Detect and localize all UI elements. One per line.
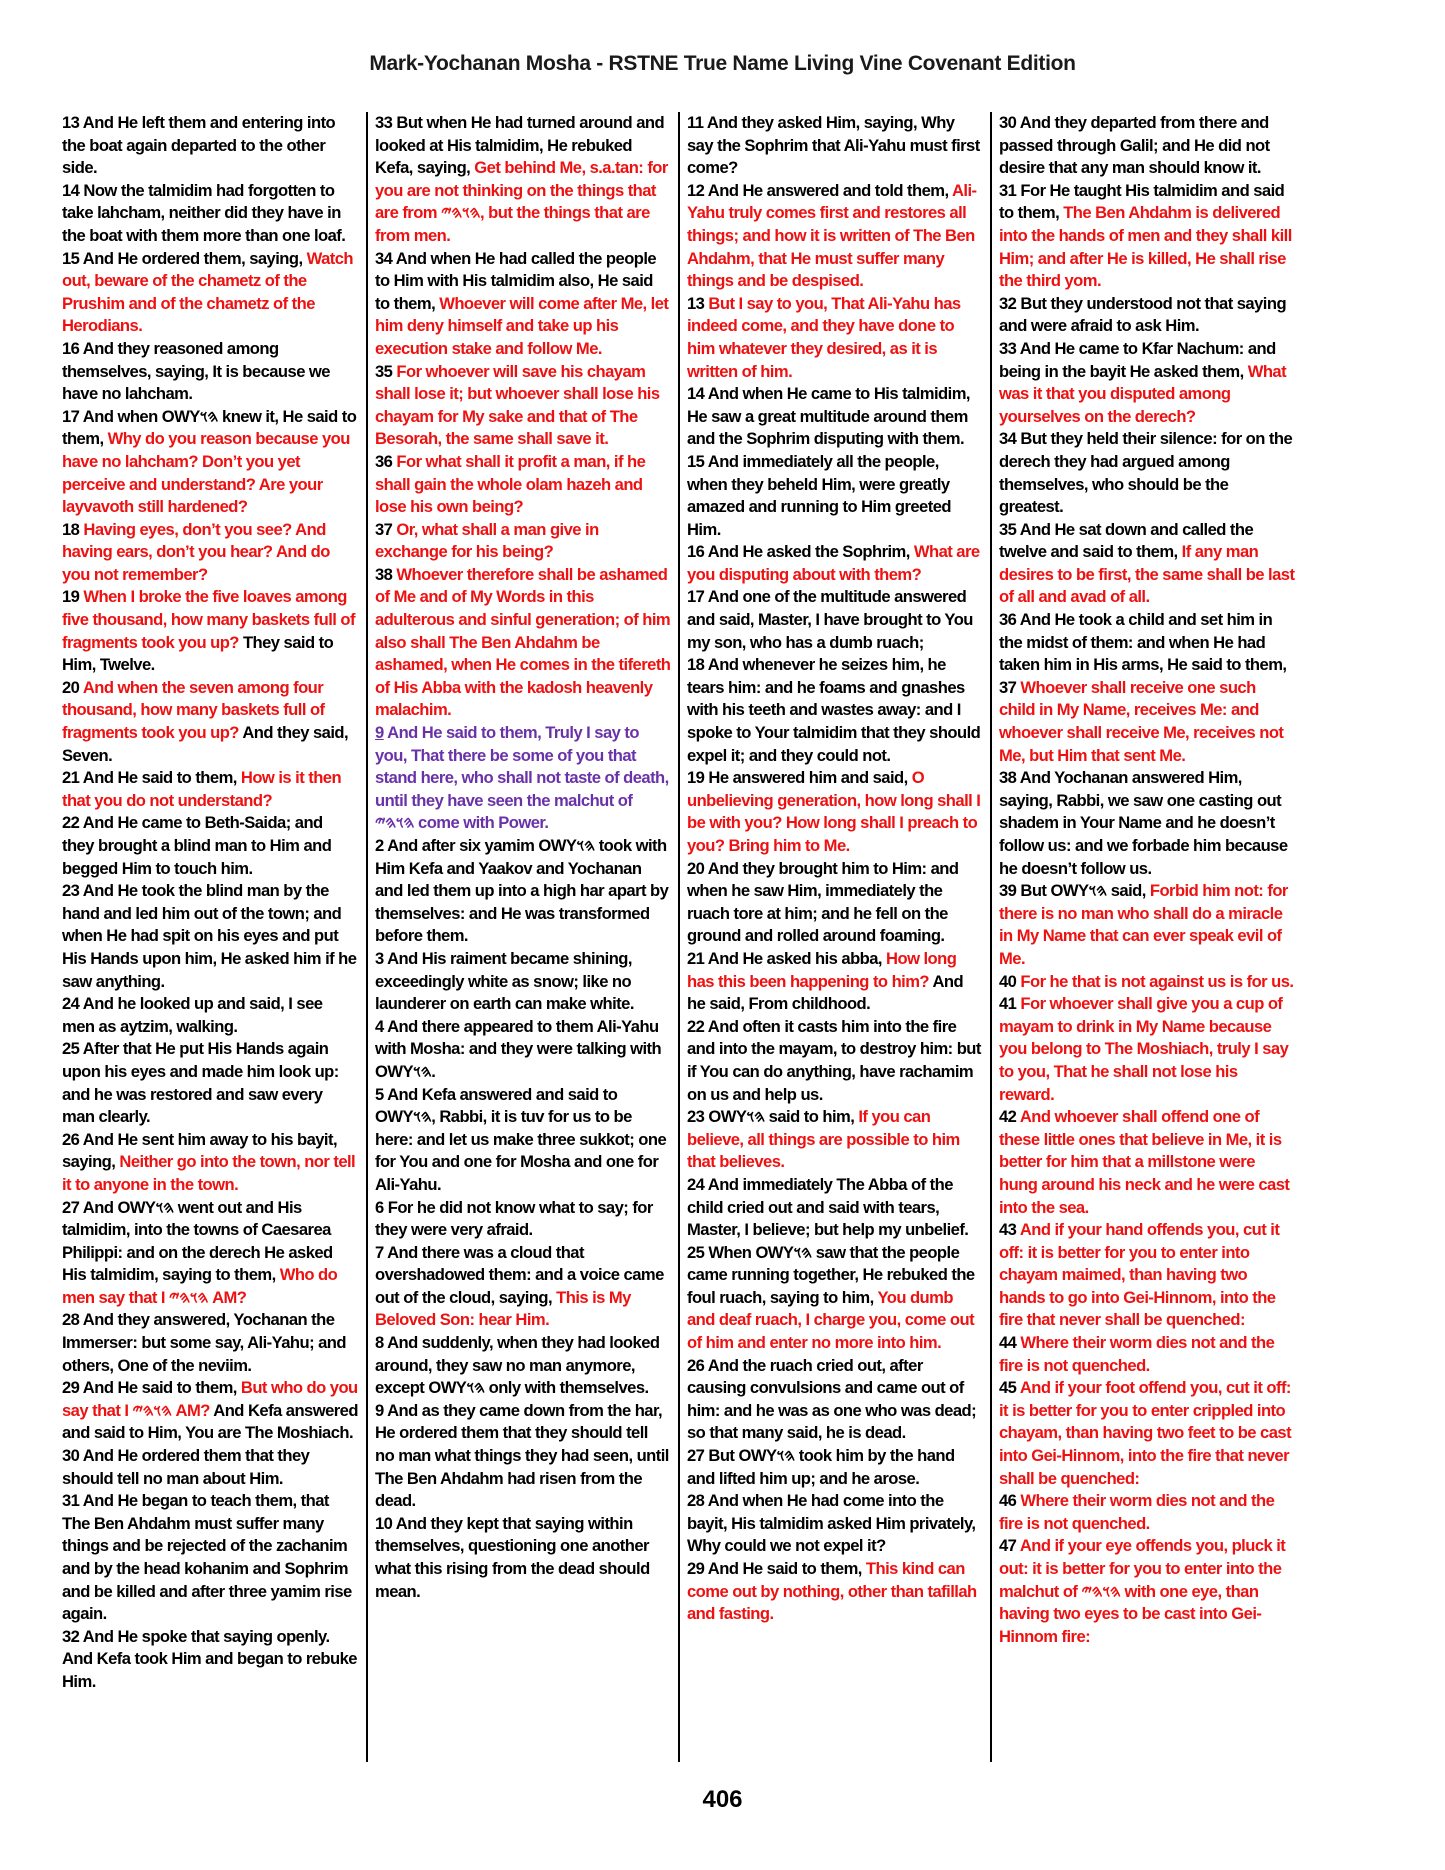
verse bbox=[375, 451, 671, 519]
verse-text: And if your hand offends you, cut it off: it is better for you to enter into chayam maimed, than having two hands to go into Gei-Hinnom, into the fire that never shall be quenched: bbox=[999, 1220, 1280, 1330]
text-column-3 bbox=[687, 112, 983, 1626]
verse-text: 12 And He answered and told them, bbox=[687, 180, 952, 200]
verse bbox=[62, 180, 358, 248]
verse-text: 8 And suddenly, when they had looked around, they saw no man anymore, except OWY𐤄𐤅 only with themselves. bbox=[375, 1333, 660, 1398]
page-number: 406 bbox=[702, 1786, 743, 1813]
verse bbox=[62, 248, 358, 338]
verse bbox=[999, 1219, 1295, 1332]
verse bbox=[687, 1445, 983, 1490]
verse-text: 25 When OWY𐤄𐤅 saw that the people came running together, He rebuked the foul ruach, saying to him, bbox=[687, 1242, 975, 1307]
verse bbox=[375, 1016, 671, 1084]
verse-text: 17 And when OWY𐤄𐤅 knew it, He said to them, bbox=[62, 406, 357, 449]
verse-text: Watch out, beware of the chametz of the Prushim and of the chametz of the Herodians. bbox=[62, 248, 354, 336]
verse bbox=[62, 1129, 358, 1197]
verse bbox=[375, 1197, 671, 1242]
verse bbox=[999, 293, 1295, 338]
verse-text: For whoever will save his chayam shall lose it; but whoever shall lose his chayam for My sake and that of The Besorah, the same shall save it. bbox=[375, 361, 660, 449]
verse-text: And he said, From childhood. bbox=[687, 971, 964, 1014]
verse-text: 31 For He taught His talmidim and said to them, bbox=[999, 180, 1285, 223]
verse bbox=[999, 1377, 1295, 1490]
verse bbox=[62, 1490, 358, 1626]
verse bbox=[62, 586, 358, 676]
verse bbox=[62, 812, 358, 880]
verse-text: 38 bbox=[375, 564, 397, 584]
verse-text: And when the seven among four thousand, how many baskets full of fragments took you up? bbox=[62, 677, 325, 743]
verse bbox=[375, 835, 671, 948]
verse bbox=[687, 1558, 983, 1626]
verse-text: Why do you reason because you have no lahcham? Don’t you yet perceive and understand? Are your layvavoth still hardened? bbox=[62, 429, 350, 517]
verse-text: 29 And He said to them, bbox=[687, 1559, 866, 1578]
verse-text: 22 And He came to Beth-Saida; and they brought a blind man to Him and begged Him to touch him. bbox=[62, 813, 332, 878]
verse bbox=[375, 248, 671, 361]
verse bbox=[375, 1242, 671, 1332]
verse-text: 15 And He ordered them, saying, bbox=[62, 248, 307, 268]
column-divider bbox=[990, 112, 992, 1762]
verse-text: 26 And He sent him away to his bayit, saying, bbox=[62, 1129, 338, 1172]
verse-text: 23 OWY𐤄𐤅 said to him, bbox=[687, 1107, 859, 1127]
verse bbox=[375, 1400, 671, 1513]
verse bbox=[999, 880, 1295, 970]
verse bbox=[999, 112, 1295, 180]
verse-text: 2 And after six yamim OWY𐤄𐤅 took with Him Kefa and Yaakov and Yochanan and led them up into a high har apart by themselves: and He was transformed before them. bbox=[375, 836, 669, 946]
verse-text: This is My Beloved Son: hear Him. bbox=[375, 1287, 631, 1330]
verse-text: What are you disputing about with them? bbox=[687, 542, 980, 584]
verse bbox=[375, 564, 671, 722]
verse-text: 3 And His raiment became shining, exceedingly white as snow; like no launderer on earth can make white. bbox=[375, 948, 634, 1014]
verse-text: 39 But OWY𐤄𐤅 said, bbox=[999, 881, 1150, 901]
verse bbox=[999, 428, 1295, 518]
verse bbox=[62, 112, 358, 180]
verse bbox=[62, 406, 358, 519]
verse-text: 9 And as they came down from the har, He ordered them that they should tell no man what things they had seen, until The Ben Ahdahm had risen from the dead. bbox=[375, 1400, 669, 1511]
verse-text: 17 And one of the multitude answered and said, Master, I have brought to You my son, who has a dumb ruach; bbox=[687, 587, 973, 652]
verse bbox=[375, 519, 671, 564]
verse-text: Whoever shall receive one such child in My Name, receives Me: and whoever shall receive Me, receives not Me, but Him that sent Me. bbox=[999, 677, 1284, 765]
verse bbox=[375, 361, 671, 451]
verse bbox=[687, 451, 983, 541]
verse-text: Having eyes, don’t you see? And having ears, don’t you hear? And do you not remember? bbox=[62, 519, 330, 584]
verse bbox=[999, 677, 1295, 767]
verse-text: 14 And when He came to His talmidim, He saw a great multitude around them and the Sophrim disputing with them. bbox=[687, 384, 970, 449]
verse-text: You dumb and deaf ruach, I charge you, come out of him and enter no more into him. bbox=[687, 1287, 975, 1353]
verse bbox=[999, 519, 1295, 609]
verse-text: And they said, Seven. bbox=[62, 723, 349, 765]
verse bbox=[687, 541, 983, 586]
verse-text: 32 But they understood not that saying and were afraid to ask Him. bbox=[999, 293, 1287, 336]
verse-text: 15 And immediately all the people, when they beheld Him, were greatly amazed and running to Him greeted Him. bbox=[687, 451, 951, 539]
verse-text: And He said to them, Truly I say to you, That there be some of you that stand here, who shall not taste of death, until they have seen the malchut of 𐤄𐤅𐤄𐤉 come with Power. bbox=[375, 723, 669, 833]
verse-text: 47 bbox=[999, 1536, 1020, 1556]
verse bbox=[62, 338, 358, 406]
verse bbox=[375, 1513, 671, 1603]
verse bbox=[999, 609, 1295, 677]
verse-text: 37 bbox=[375, 519, 397, 539]
verse bbox=[687, 948, 983, 1016]
verse bbox=[62, 1309, 358, 1377]
verse bbox=[62, 880, 358, 993]
verse-text: 10 And they kept that saying within themselves, questioning one another what this rising from the dead should mean. bbox=[375, 1513, 650, 1601]
verse-text: 16 And He asked the Sophrim, bbox=[687, 542, 914, 562]
verse-text: 23 And He took the blind man by the hand and led him out of the town; and when He had spit on his eyes and put His Hands upon him, He asked him if he saw anything. bbox=[62, 881, 357, 991]
verse-text: Where their worm dies not and the fire is not quenched. bbox=[999, 1333, 1275, 1375]
verse bbox=[687, 1016, 983, 1106]
page-header-title: Mark-Yochanan Mosha - RSTNE True Name Living Vine Covenant Edition bbox=[369, 52, 1076, 75]
column-divider bbox=[366, 112, 368, 1762]
text-column-4 bbox=[999, 112, 1295, 1648]
verse bbox=[687, 1106, 983, 1174]
verse-text: 31 And He began to teach them, that The Ben Ahdahm must suffer many things and be rejected of the zachanim and by the head kohanim and Sophrim and be killed and after three yamim rise again. bbox=[62, 1491, 352, 1624]
verse bbox=[62, 1445, 358, 1490]
verse bbox=[375, 1332, 671, 1400]
verse bbox=[62, 767, 358, 812]
verse bbox=[999, 971, 1295, 994]
verse-text: 29 And He said to them, bbox=[62, 1378, 241, 1398]
verse bbox=[62, 1197, 358, 1310]
verse-text: 28 And when He had come into the bayit, His talmidim asked Him privately, Why could we not expel it? bbox=[687, 1491, 976, 1556]
verse-text: 32 And He spoke that saying openly. And Kefa took Him and began to rebuke Him. bbox=[62, 1626, 357, 1691]
verse-text: Neither go into the town, nor tell it to anyone in the town. bbox=[62, 1152, 356, 1194]
verse-text: 13 bbox=[687, 293, 709, 313]
verse-text: 6 For he did not know what to say; for they were very afraid. bbox=[375, 1197, 653, 1240]
verse-text: For whoever shall give you a cup of mayam to drink in My Name because you belong to The Moshiach, truly I say to you, That he shall not lose his reward. bbox=[999, 994, 1289, 1104]
verse-text: 46 bbox=[999, 1491, 1021, 1511]
verse-text: 20 And they brought him to Him: and when he saw Him, immediately the ruach tore at him; and he fell on the ground and rolled around foaming. bbox=[687, 858, 959, 946]
verse-text: They said to Him, Twelve. bbox=[62, 632, 334, 675]
verse-text: For he that is not against us is for us. bbox=[1020, 971, 1294, 991]
verse-text: 37 bbox=[999, 677, 1021, 697]
verse-text: Get behind Me, s.a.tan: for you are not thinking on the things that are from 𐤄𐤅𐤄𐤉, but the things that are from men. bbox=[375, 158, 668, 245]
verse-text: 26 And the ruach cried out, after causing convulsions and came out of him: and he was as one who was dead; so that many said, he is dead. bbox=[687, 1355, 977, 1443]
verse-text: 28 And they answered, Yochanan the Immerser: but some say, Ali-Yahu; and others, One of the neviim. bbox=[62, 1310, 346, 1375]
verse-text: 33 But when He had turned around and looked at His talmidim, He rebuked Kefa, saying, bbox=[375, 113, 665, 178]
verse-text: 22 And often it casts him into the fire and into the mayam, to destroy him: but if You can do anything, have rachamim on us and help us. bbox=[687, 1016, 981, 1104]
verse-text: 35 bbox=[375, 361, 397, 381]
verse bbox=[687, 586, 983, 654]
verse bbox=[375, 948, 671, 1016]
verse-text: 16 And they reasoned among themselves, saying, It is because we have no lahcham. bbox=[62, 338, 330, 404]
verse bbox=[687, 293, 983, 383]
verse-text: But I say to you, That Ali-Yahu has indeed come, and they have done to him whatever they desired, as it is written of him. bbox=[687, 293, 961, 381]
verse-text: This kind can come out by nothing, other than tafillah and fasting. bbox=[687, 1559, 977, 1624]
verse-text: 42 bbox=[999, 1107, 1020, 1127]
verse-text: 44 bbox=[999, 1333, 1021, 1353]
verse bbox=[62, 1626, 358, 1694]
verse-text: When I broke the five loaves among five thousand, how many baskets full of fragments took you up? bbox=[62, 587, 355, 652]
verse bbox=[999, 767, 1295, 880]
verse-text: 18 bbox=[62, 519, 84, 539]
verse-text: 19 bbox=[62, 587, 84, 607]
verse-text: Forbid him not: for there is no man who shall do a miracle in My Name that can ever speak evil of Me. bbox=[999, 881, 1288, 968]
verse-text: 27 But OWY𐤄𐤅 took him by the hand and lifted him up; and he arose. bbox=[687, 1446, 955, 1488]
verse-text: 9 bbox=[375, 723, 384, 743]
verse-text: 13 And He left them and entering into the boat again departed to the other side. bbox=[62, 113, 336, 178]
verse bbox=[375, 112, 671, 248]
verse-text: 35 And He sat down and called the twelve and said to them, bbox=[999, 519, 1254, 562]
verse bbox=[62, 519, 358, 587]
verse-text: For what shall it profit a man, if he shall gain the whole olam hazeh and lose his own being? bbox=[375, 451, 646, 517]
verse-text: But who do you say that I 𐤄𐤅𐤄𐤉 AM? bbox=[62, 1378, 358, 1420]
verse-text: 21 And He asked his abba, bbox=[687, 948, 887, 968]
verse-text: 43 bbox=[999, 1220, 1020, 1240]
verse-text: And whoever shall offend one of these little ones that believe in Me, it is better for him that a millstone were hung around his neck and he were cast into the sea. bbox=[999, 1107, 1290, 1217]
verse-text: 7 And there was a cloud that overshadowed them: and a voice came out of the cloud, saying, bbox=[375, 1242, 664, 1307]
verse-text: 14 Now the talmidim had forgotten to take lahcham, neither did they have in the boat with them more than one loaf. bbox=[62, 180, 346, 245]
verse-text: And if your eye offends you, pluck it out: it is better for you to enter into the malchut of 𐤄𐤅𐤄𐤉 with one eye, than having two eyes to be cast into Gei-Hinnom fire: bbox=[999, 1536, 1286, 1646]
verse bbox=[687, 180, 983, 293]
verse-text: 36 And He took a child and set him in the midst of them: and when He had taken him in His arms, He said to them, bbox=[999, 610, 1287, 675]
verse-text: How long has this been happening to him? bbox=[687, 948, 957, 991]
verse bbox=[999, 1332, 1295, 1377]
verse bbox=[687, 1174, 983, 1242]
verse-text: 34 And when He had called the people to Him with His talmidim also, He said to them, bbox=[375, 248, 657, 313]
verse-text: Who do men say that I 𐤄𐤅𐤄𐤉 AM? bbox=[62, 1265, 338, 1307]
verse-text: 30 And they departed from there and passed through Galil; and He did not desire that any man should know it. bbox=[999, 113, 1270, 178]
verse-text: Where their worm dies not and the fire is not quenched. bbox=[999, 1491, 1275, 1533]
verse bbox=[999, 1106, 1295, 1219]
verse bbox=[62, 1038, 358, 1128]
verse bbox=[999, 1535, 1295, 1648]
verse-text: If any man desires to be first, the same shall be last of all and avad of all. bbox=[999, 542, 1295, 607]
verse bbox=[375, 1084, 671, 1197]
verse-text: 19 He answered him and said, bbox=[687, 768, 912, 788]
verse-text: 24 And immediately The Abba of the child cried out and said with tears, Master, I believe; but help my unbelief. bbox=[687, 1174, 969, 1240]
verse-text: O unbelieving generation, how long shall I be with you? How long shall I preach to you? Bring him to Me. bbox=[687, 768, 981, 855]
verse bbox=[687, 1242, 983, 1355]
verse-text: 34 But they held their silence: for on the derech they had argued among themselves, who should be the greatest. bbox=[999, 429, 1293, 517]
verse bbox=[999, 338, 1295, 428]
verse-text: 4 And there appeared to them Ali-Yahu with Mosha: and they were talking with OWY𐤄𐤅. bbox=[375, 1016, 662, 1081]
verse-text: 30 And He ordered them that they should tell no man about Him. bbox=[62, 1446, 310, 1488]
verse bbox=[62, 993, 358, 1038]
verse bbox=[62, 677, 358, 767]
verse-text: How is it then that you do not understand? bbox=[62, 768, 342, 810]
verse bbox=[999, 993, 1295, 1106]
verse-text: What was it that you disputed among yourselves on the derech? bbox=[999, 361, 1287, 426]
verse bbox=[375, 722, 671, 835]
column-divider bbox=[678, 112, 680, 1762]
verse-text: Whoever will come after Me, let him deny himself and take up his execution stake and follow Me. bbox=[375, 293, 669, 358]
verse bbox=[687, 112, 983, 180]
verse bbox=[62, 1377, 358, 1445]
verse bbox=[687, 383, 983, 451]
verse bbox=[999, 1490, 1295, 1535]
verse bbox=[687, 654, 983, 767]
text-column-2 bbox=[375, 112, 671, 1603]
verse bbox=[687, 1355, 983, 1445]
verse-text: 5 And Kefa answered and said to OWY𐤄𐤅, Rabbi, it is tuv for us to be here: and let us make three sukkot; one for You and one for Mosha and one for Ali-Yahu. bbox=[375, 1084, 667, 1194]
text-column-1 bbox=[62, 112, 358, 1694]
verse-text: 41 bbox=[999, 994, 1021, 1014]
verse-text: 27 And OWY𐤄𐤅 went out and His talmidim, into the towns of Caesarea Philippi: and on the derech He asked His talmidim, saying to them, bbox=[62, 1197, 333, 1285]
verse-text: 33 And He came to Kfar Nachum: and being in the bayit He asked them, bbox=[999, 338, 1276, 381]
verse-text: 25 After that He put His Hands again upon his eyes and made him look up: and he was restored and saw every man clearly. bbox=[62, 1039, 339, 1127]
verse-text: 21 And He said to them, bbox=[62, 768, 241, 788]
verse-text: 24 And he looked up and said, I see men as aytzim, walking. bbox=[62, 994, 323, 1036]
verse-text: 45 bbox=[999, 1378, 1020, 1398]
verse-text: Or, what shall a man give in exchange for his being? bbox=[375, 519, 599, 562]
verse bbox=[687, 1490, 983, 1558]
verse bbox=[999, 180, 1295, 293]
verse-text: 11 And they asked Him, saying, Why say the Sophrim that Ali-Yahu must first come? bbox=[687, 113, 980, 178]
verse-text: 36 bbox=[375, 451, 397, 471]
verse bbox=[687, 858, 983, 948]
verse-text: And if your foot offend you, cut it off: it is better for you to enter crippled into chayam, than having two feet to be cast into Gei-Hinnom, into the fire that never shall be quenched: bbox=[999, 1378, 1292, 1488]
verse bbox=[687, 767, 983, 857]
verse-text: And Kefa answered and said to Him, You are The Moshiach. bbox=[62, 1400, 358, 1443]
verse-text: If you can believe, all things are possible to him that believes. bbox=[687, 1107, 960, 1172]
verse-text: The Ben Ahdahm is delivered into the hands of men and they shall kill Him; and after He is killed, He shall rise the third yom. bbox=[999, 203, 1292, 291]
verse-text: 18 And whenever he seizes him, he tears him: and he foams and gnashes with his teeth and wastes away: and I spoke to Your talmidim that they should expel it; and they could not. bbox=[687, 655, 981, 765]
verse-text: 40 bbox=[999, 971, 1021, 991]
verse-text: Whoever therefore shall be ashamed of Me and of My Words in this adulterous and sinful generation; of him also shall The Ben Ahdahm be ashamed, when He comes in the tifereth of His Abba with the kadosh heavenly malachim. bbox=[375, 564, 671, 720]
verse-text: 38 And Yochanan answered Him, saying, Rabbi, we saw one casting out shadem in Your Name and he doesn’t follow us: and we forbade him because he doesn’t follow us. bbox=[999, 768, 1288, 878]
verse-text: Ali-Yahu truly comes first and restores all things; and how it is written of The Ben Ahdahm, that He must suffer many things and be despised. bbox=[687, 180, 977, 291]
verse-text: 20 bbox=[62, 677, 83, 697]
